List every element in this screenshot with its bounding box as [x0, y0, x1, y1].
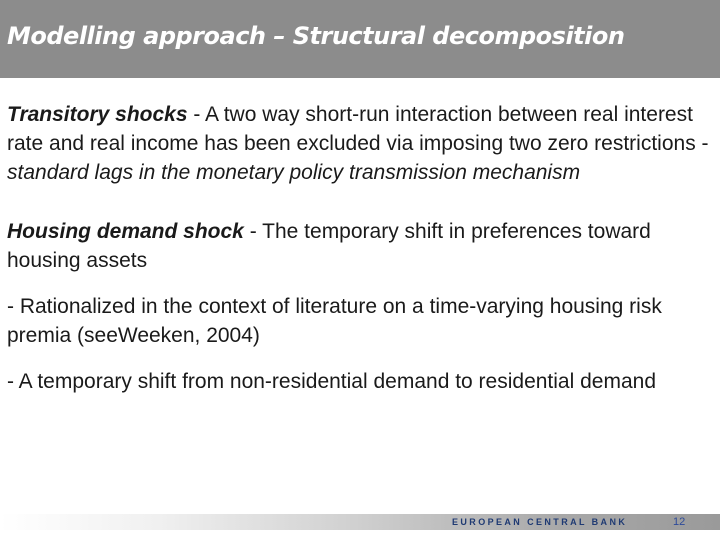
paragraph-risk-premia	[7, 292, 713, 350]
paragraph-italic-text: standard lags in the monetary policy transmission mechanism	[7, 161, 581, 184]
term-housing-demand-shock: Housing demand shock	[7, 220, 244, 243]
paragraph-housing-demand-shock	[7, 217, 713, 275]
paragraph-text: - Rationalized in the context of literature on a time-varying housing risk premia (seeWeeken, 2004)	[7, 295, 662, 347]
slide-body	[7, 100, 713, 396]
paragraph-text: - A temporary shift from non-residential demand to residential demand	[7, 370, 657, 393]
paragraph-transitory-shocks	[7, 100, 713, 187]
paragraph-text: - A two way short-run interaction between real interest rate and real income has been excluded via imposing two zero restrictions -	[7, 103, 709, 155]
paragraph-demand-shift	[7, 367, 713, 396]
slide-title: Modelling approach – Structural decomposition	[7, 22, 625, 50]
title-bar	[0, 0, 720, 78]
term-transitory-shocks: Transitory shocks	[7, 103, 188, 126]
page-number: 12	[673, 516, 686, 528]
footer-ecb-label: EUROPEAN CENTRAL BANK	[452, 517, 628, 527]
paragraph-text: - The temporary shift in preferences toward housing assets	[7, 220, 651, 272]
